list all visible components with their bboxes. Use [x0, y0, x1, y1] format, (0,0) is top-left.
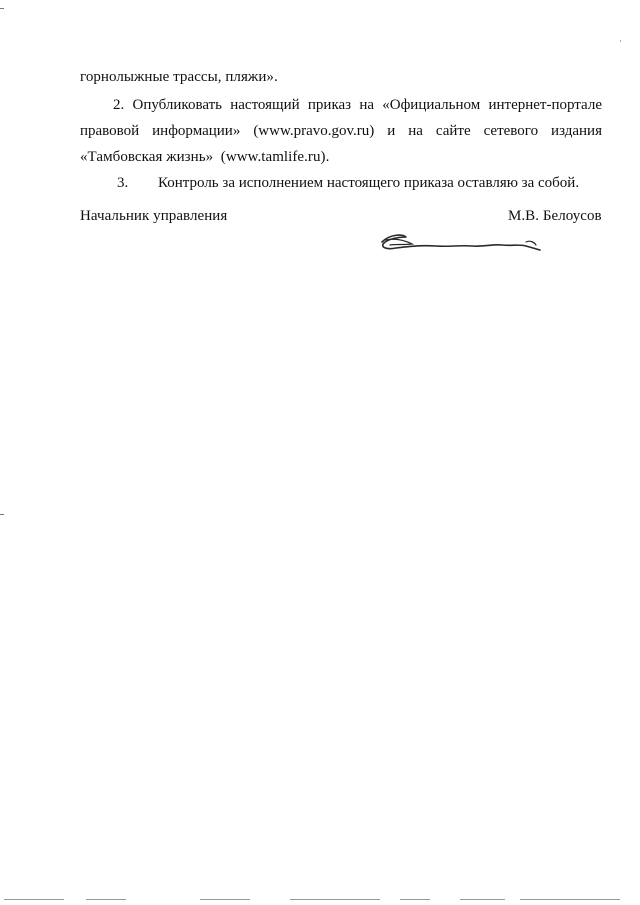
word: на — [408, 123, 423, 139]
word: информации» — [152, 123, 241, 139]
signatory-position: Начальник управления — [80, 208, 228, 224]
word: приказ — [307, 97, 352, 113]
handwritten-signature — [376, 228, 546, 258]
word: Опубликовать — [132, 97, 222, 113]
paragraph-continuation: горнолыжные трассы, пляжи». — [80, 69, 278, 85]
scan-edge — [520, 899, 620, 900]
word: настоящий — [230, 97, 300, 113]
scan-artifact — [620, 40, 621, 42]
scan-edge — [460, 899, 505, 900]
item-2-line-3: «Тамбовская жизнь» (www.tamlife.ru). — [80, 149, 330, 165]
word: на — [359, 97, 375, 113]
scan-artifact — [0, 514, 4, 515]
word: сайте — [435, 123, 471, 139]
scan-edge — [400, 899, 430, 900]
word: (www.pravo.gov.ru) — [253, 123, 375, 139]
item-2-number: 2. — [113, 97, 125, 113]
scan-edge — [86, 899, 126, 900]
signatory-name: М.В. Белоусов — [508, 208, 602, 224]
item-3-number: 3. — [117, 175, 129, 191]
word: сетевого — [483, 123, 539, 139]
word: интернет-портале — [488, 97, 602, 113]
scan-edge — [290, 899, 380, 900]
item-2-line-2 — [80, 122, 602, 140]
item-3-text: Контроль за исполнением настоящего приказа оставляю за собой. — [158, 175, 580, 191]
item-2-line-1 — [113, 96, 602, 114]
word: издания — [551, 123, 602, 139]
scan-edge — [200, 899, 250, 900]
word: «Официальном — [382, 97, 481, 113]
word: и — [387, 123, 396, 139]
scan-artifact — [0, 8, 4, 9]
scan-edge — [4, 899, 64, 900]
word: правовой — [80, 123, 140, 139]
